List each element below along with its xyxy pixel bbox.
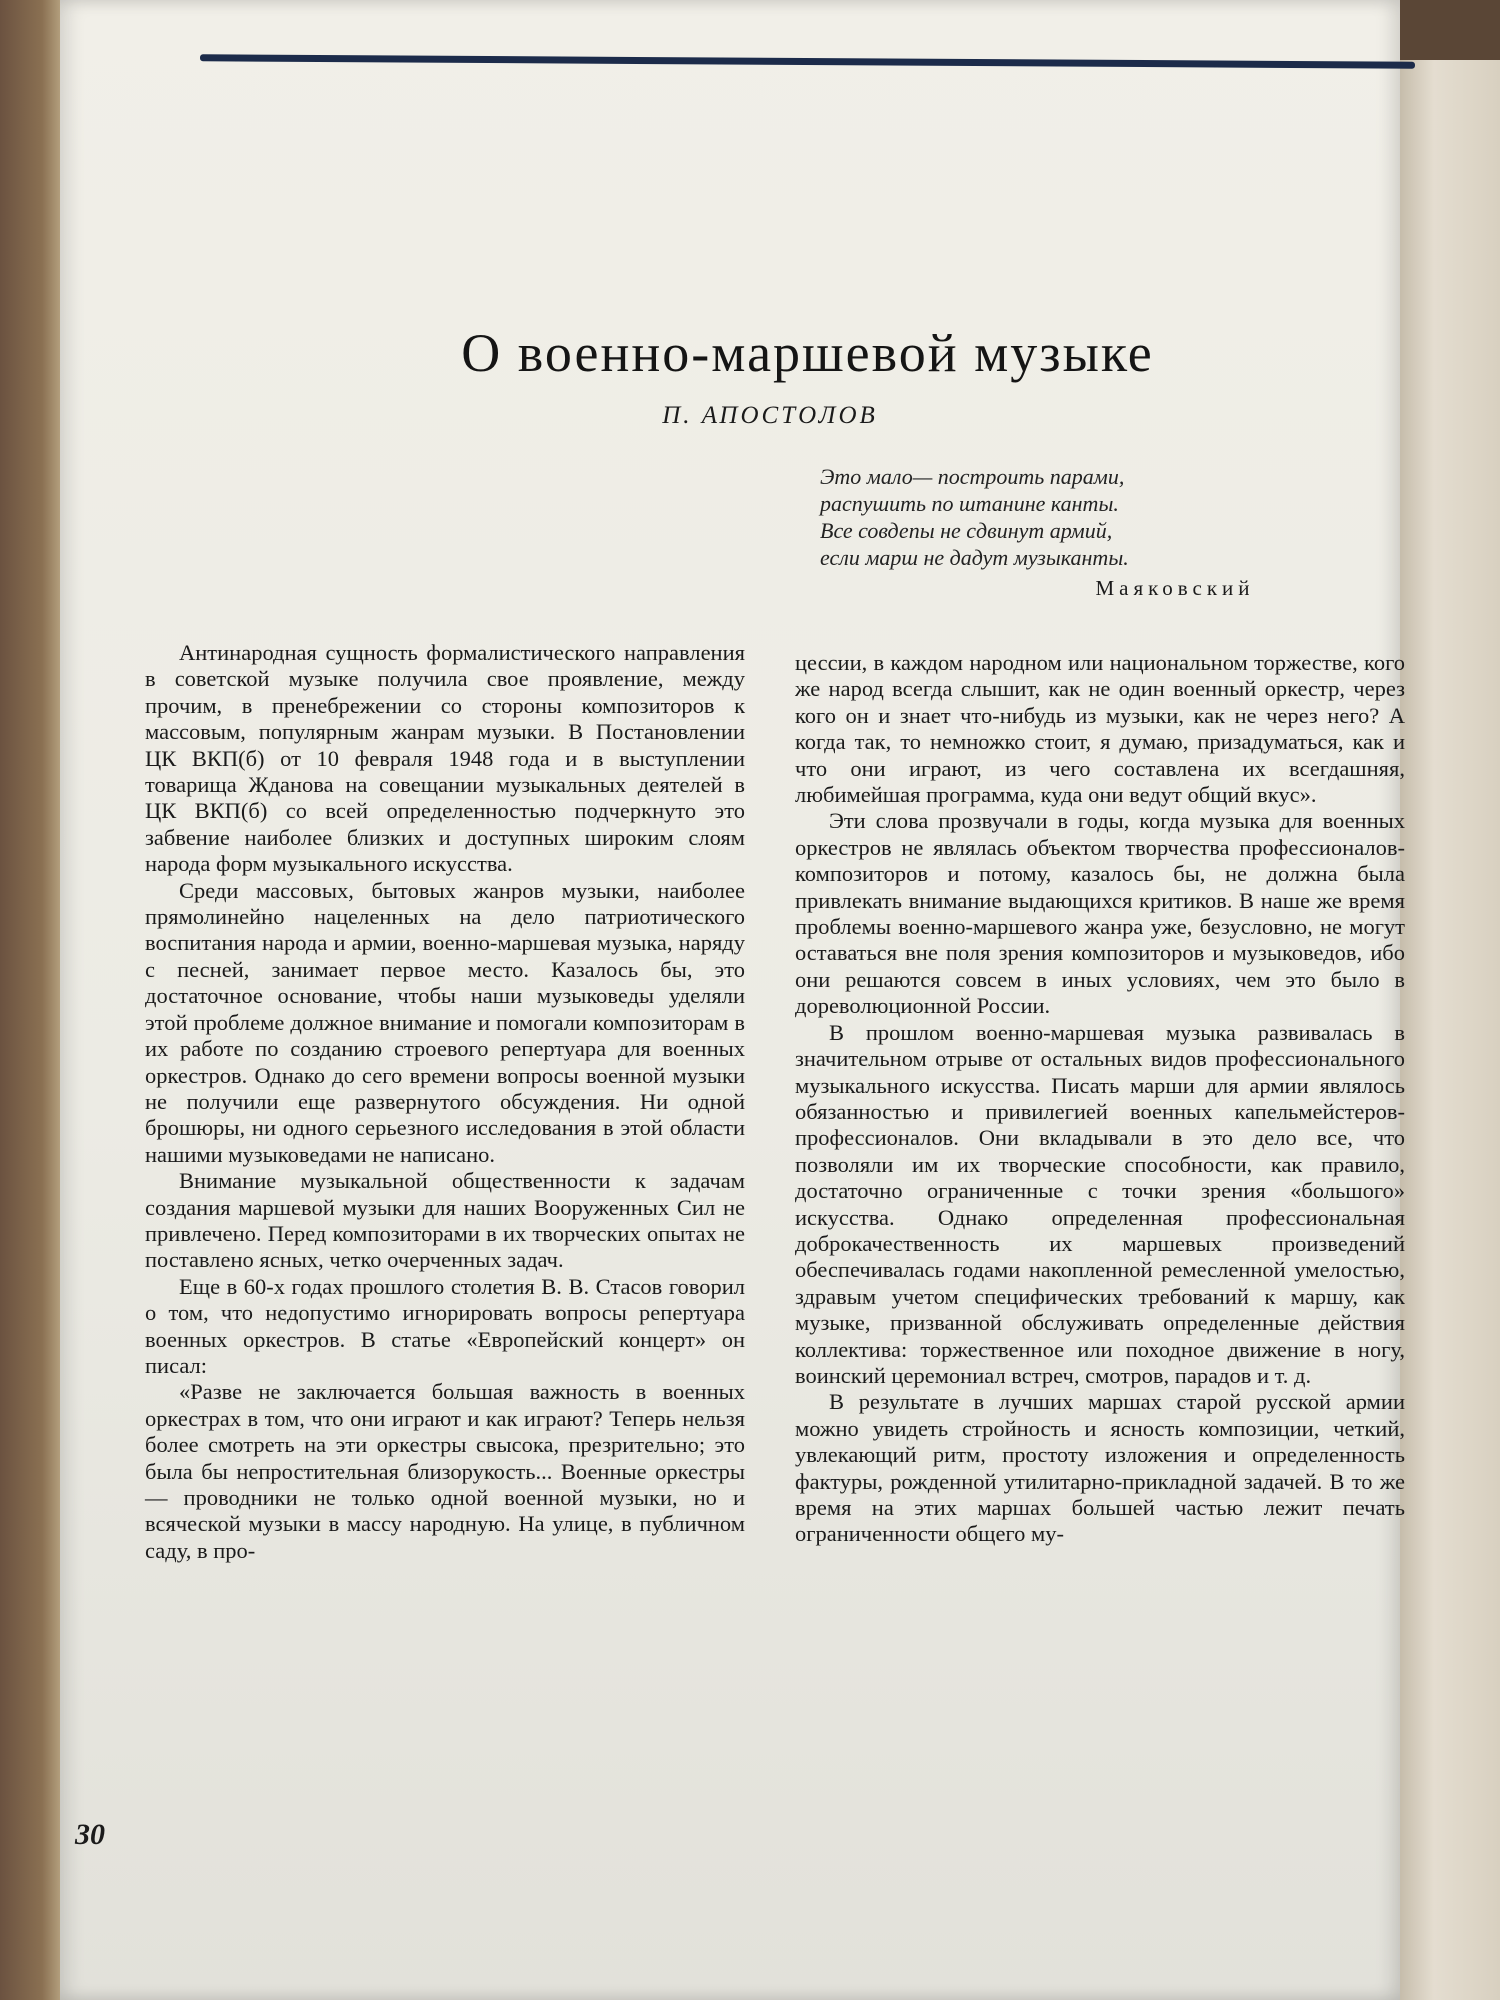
magazine-page	[60, 0, 1405, 2000]
paragraph: Еще в 60-х годах прошлого столетия В. В. Стасов говорил о том, что недопустимо игнорировать вопросы репертуара военных оркестров. В статье «Европейский концерт» он писал:	[145, 1273, 745, 1378]
paragraph: Среди массовых, бытовых жанров музыки, наиболее прямолинейно нацеленных на дело патриотического воспитания народа и армии, военно-маршевая музыка, наряду с песней, занимает первое место. Казалось бы, это достаточное основание, чтобы наши музыковеды уделяли этой проблеме должное внимание и помогали композиторам в их работе по созданию строевого репертуара для военных оркестров. Однако до сего времени вопросы военной музыки не получили еще развернутого обсуждения. Ни одной брошюры, ни одного серьезного исследования в этой области нашими музыковедами не написано.	[145, 877, 745, 1167]
paragraph-continued: цессии, в каждом народном или национальном торжестве, кого же народ всегда слышит, как не один военный оркестр, через кого он и знает что-нибудь из музыки, как не через него? А когда так, то немножко стоит, я думаю, призадуматься, как и что они играют, из чего составлена их всегдашняя, любимейшая программа, куда они ведут общий вкус».	[795, 650, 1405, 808]
epigraph-line: Это мало— построить парами,	[820, 464, 1125, 489]
left-column	[145, 640, 745, 1564]
paragraph: Антинародная сущность формалистического направления в советской музыке получила свое проявление, между прочим, в пренебрежении со стороны композиторов к массовым, популярным жанрам музыки. В Постановлении ЦК ВКП(б) от 10 февраля 1948 года и в выступлении товарища Жданова на совещании музыкальных деятелей в ЦК ВКП(б) со всей определенностью подчеркнуто это забвение наиболее близких и доступных широким слоям народа форм музыкального искусства.	[145, 640, 745, 877]
paragraph: В прошлом военно-маршевая музыка развивалась в значительном отрыве от остальных видов профессионального музыкального искусства. Писать марши для армии являлось обязанностью и привилегией военных капельмейстеров-профессионалов. Они вкладывали в это дело все, что позволяли им их творческие способности, как правило, достаточно ограниченные с точки зрения «большого» искусства. Однако определенная профессиональная доброкачественность их маршевых произведений обеспечивалась годами накопленной ремесленной умелостью, здравым учетом специфических требований к маршу, как музыке, призванной обслуживать определенные действия коллектива: торжественное или походное движение в ногу, воинский церемониал встреч, смотров, парадов и т. д.	[795, 1019, 1405, 1388]
epigraph-line: Все совдепы не сдвинут армий,	[820, 518, 1113, 543]
paragraph: В результате в лучших маршах старой русской армии можно увидеть стройность и ясность композиции, четкий, увлекающий ритм, простоту изложения и определенность фактуры, рожденной утилитарно-прикладной задачей. В то же время на этих маршах большей частью лежит печать ограниченности общего му-	[795, 1389, 1405, 1547]
epigraph-line: если марш не дадут музыканты.	[820, 545, 1129, 570]
right-column	[795, 650, 1405, 1548]
epigraph-line: распушить по штанине канты.	[820, 491, 1119, 516]
paragraph: Внимание музыкальной общественности к задачам создания маршевой музыки для наших Вооруженных Сил не привлечено. Перед композиторами в их творческих опытах не поставлено ясных, четко очерченных задач.	[145, 1168, 745, 1273]
epigraph	[820, 463, 1320, 571]
header-rule	[200, 54, 1415, 68]
article-title: О военно-маршевой музыке	[461, 323, 1154, 383]
article-author: П. АПОСТОЛОВ	[662, 402, 878, 429]
paragraph: Эти слова прозвучали в годы, когда музыка для военных оркестров не являлась объектом творчества профессионалов-композиторов и потому, казалось бы, не должна была привлекать внимание выдающихся критиков. В наше же время проблемы военно-маршевого жанра уже, безусловно, не могут оставаться вне поля зрения композиторов и музыковедов, ибо они решаются совсем в иных условиях, чем это было в дореволюционной России.	[795, 808, 1405, 1019]
quote-paragraph: «Разве не заключается большая важность в военных оркестрах в том, что они играют и как играют? Теперь нельзя более смотреть на эти оркестры свысока, презрительно; это была бы непростительная близорукость... Военные оркестры — проводники не только одной военной музыки, но и всяческой музыки в массу народную. На улице, в публичном саду, в про-	[145, 1379, 745, 1563]
page-number: 30	[75, 1818, 105, 1851]
epigraph-author: Маяковский	[1095, 576, 1255, 600]
